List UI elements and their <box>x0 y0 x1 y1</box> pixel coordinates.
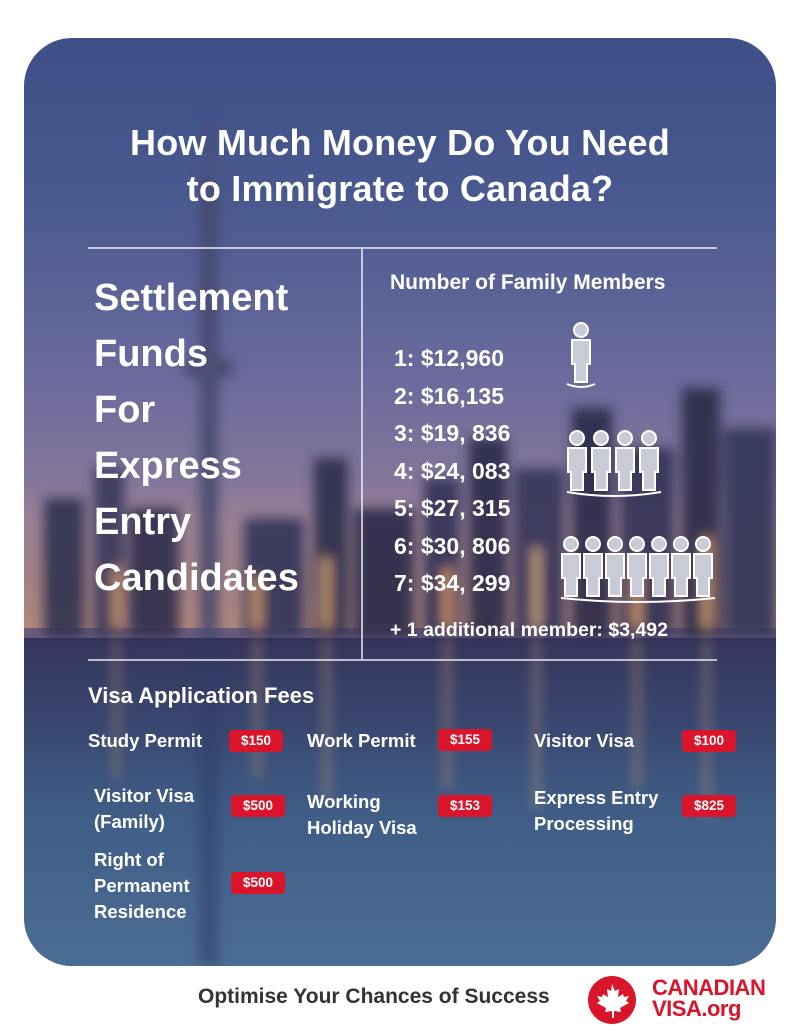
logo-name-text: CANADIAN <box>652 975 766 1000</box>
fee-label-work-permit <box>307 728 416 754</box>
fund-row: 7: $34, 299 <box>394 570 511 596</box>
fee-label-line: Permanent <box>94 875 190 896</box>
fee-badge-working-holiday-visa: $153 <box>438 795 492 817</box>
settlement-funds-label <box>94 270 299 606</box>
page-title <box>24 120 776 212</box>
person-icon <box>616 431 634 490</box>
fee-label-line: Visitor Visa <box>534 730 635 751</box>
fee-label-line: Right of <box>94 849 164 870</box>
fee-label-visitor-visa <box>534 728 634 754</box>
fee-label-right-of-permanent-residence <box>94 847 190 925</box>
fee-badge-express-entry-processing: $825 <box>682 795 736 817</box>
fee-badge-right-of-permanent-residence: $500 <box>231 872 285 894</box>
fee-badge-visitor-visa-family: $500 <box>231 795 285 817</box>
person-icon <box>562 537 580 596</box>
settlement-label-line: Entry <box>94 501 192 543</box>
fee-label-line: Holiday Visa <box>307 817 417 838</box>
top-divider <box>88 247 717 249</box>
fee-badge-work-permit: $155 <box>438 729 492 751</box>
fee-label-line: (Family) <box>94 811 165 832</box>
logo-domain-text: VISA.org <box>652 996 741 1021</box>
person-icon <box>584 537 602 596</box>
fund-row: 1: $12,960 <box>394 345 504 371</box>
fee-label-line: Express Entry <box>534 787 659 808</box>
fee-label-line: Residence <box>94 901 187 922</box>
person-icon <box>592 431 610 490</box>
canadian-visa-logo[interactable] <box>586 974 786 1026</box>
fee-label-line: Processing <box>534 813 634 834</box>
fund-row: 5: $27, 315 <box>394 495 511 521</box>
fee-label-visitor-visa-family <box>94 783 194 835</box>
visa-fees-header: Visa Application Fees <box>88 683 315 708</box>
fund-list <box>394 340 510 603</box>
person-icon <box>640 431 658 490</box>
additional-member-text: + 1 additional member: $3,492 <box>390 619 668 641</box>
fund-row: 4: $24, 083 <box>394 457 511 484</box>
fund-row: 6: $30, 806 <box>394 532 511 559</box>
vertical-divider <box>361 248 363 660</box>
person-icon <box>628 537 646 596</box>
fee-label-study-permit <box>88 728 202 754</box>
fee-label-express-entry-processing <box>534 785 658 837</box>
person-icon <box>650 537 668 596</box>
person-icon <box>568 431 586 490</box>
maple-leaf-icon <box>586 974 642 1026</box>
fund-row: 2: $16,135 <box>394 382 504 409</box>
fee-badge-study-permit: $150 <box>229 730 283 752</box>
fund-row: 3: $19, 836 <box>394 420 511 446</box>
person-icon-group-7 <box>558 534 718 604</box>
fee-label-line: Study Permit <box>88 730 203 751</box>
fee-label-line: Visitor Visa <box>94 785 195 806</box>
fee-label-line: Work Permit <box>307 730 416 751</box>
title-line-2: to Immigrate to Canada? <box>186 168 614 209</box>
settlement-label-line: Funds <box>94 333 208 375</box>
fee-label-line: Working <box>307 791 381 812</box>
middle-divider <box>88 659 717 661</box>
infographic-card <box>24 38 776 966</box>
person-icon-group-1 <box>564 320 598 390</box>
settlement-label-line: For <box>94 389 156 431</box>
person-icon <box>606 537 624 596</box>
settlement-label-line: Settlement <box>94 277 289 319</box>
person-icon-group-4 <box>564 428 664 498</box>
fee-badge-visitor-visa: $100 <box>682 730 736 752</box>
person-icon <box>694 537 712 596</box>
family-members-header: Number of Family Members <box>390 271 666 294</box>
title-line-1: How Much Money Do You Need <box>130 122 670 163</box>
person-icon <box>572 323 590 382</box>
person-icon <box>672 537 690 596</box>
settlement-label-line: Candidates <box>94 557 299 599</box>
settlement-label-line: Express <box>94 445 242 487</box>
footer-tagline: Optimise Your Chances of Success <box>198 985 550 1008</box>
fee-label-working-holiday-visa <box>307 789 417 841</box>
